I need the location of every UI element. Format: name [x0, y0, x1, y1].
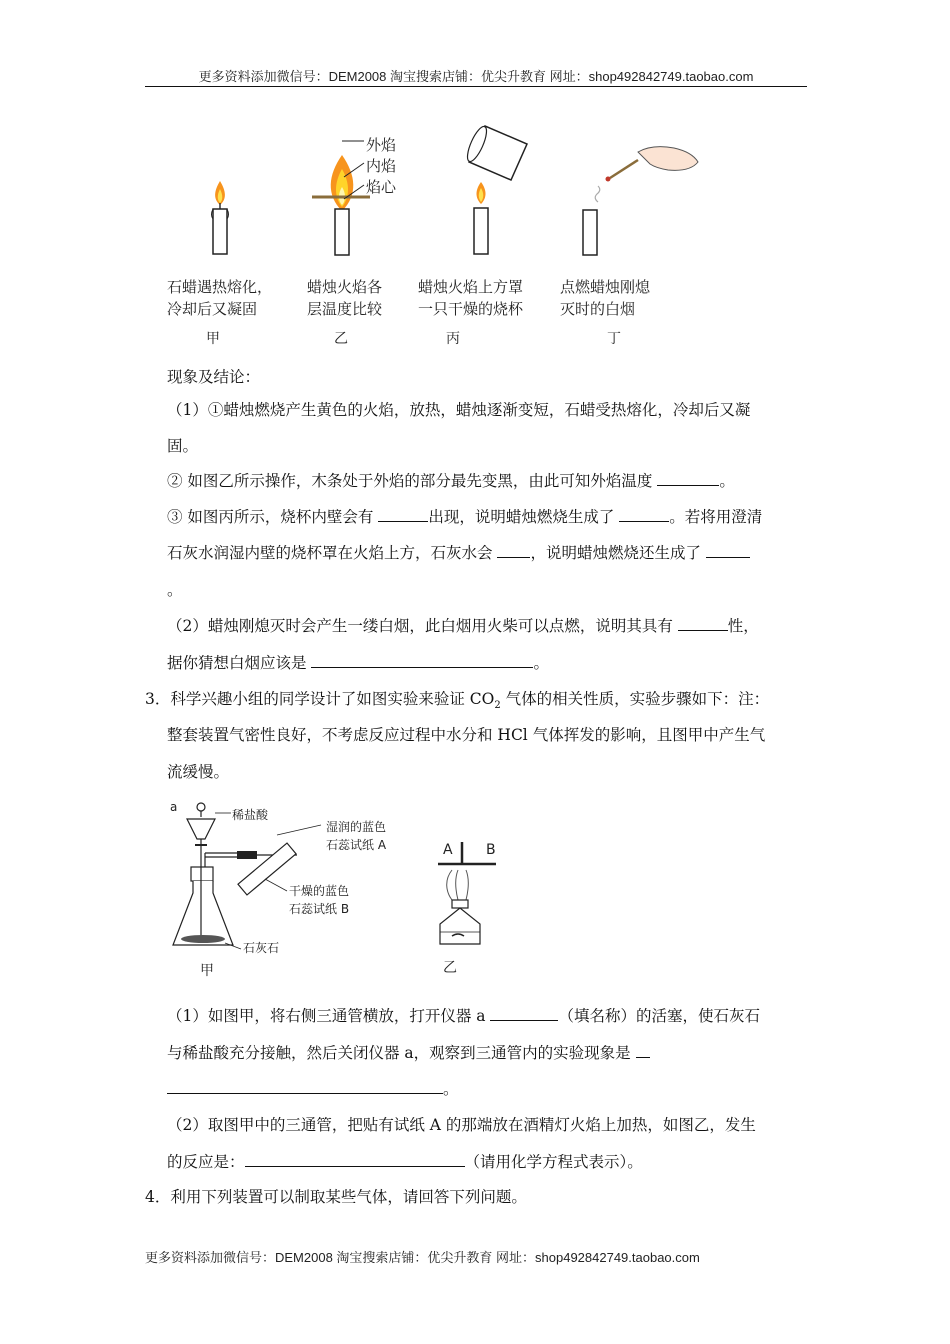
- q2-para2: [167, 469, 735, 491]
- q3-para3-end: 。: [443, 1080, 459, 1098]
- apparatus-label-yi: 乙: [443, 960, 457, 976]
- label-acid: 稀盐酸: [232, 808, 269, 822]
- q3-line1-rest: 气体的相关性质，实验步骤如下：注：: [500, 690, 770, 708]
- q3-para2: [167, 1041, 650, 1063]
- apparatus-yi-illustration: [418, 840, 508, 960]
- blank-outer-flame-temp[interactable]: [657, 470, 719, 486]
- label-paper-b-line1: 干燥的蓝色: [289, 884, 350, 898]
- blank-beaker-wall[interactable]: [378, 506, 428, 522]
- flame-label-inner: 焰心: [366, 178, 397, 196]
- q3-para1-text: （1）如图甲，将右侧三通管横放，打开仪器 a: [167, 1007, 491, 1025]
- q2-para3: [167, 505, 762, 527]
- q2-para5: 。: [167, 581, 183, 599]
- label-a: a: [170, 800, 178, 814]
- q2-para7: [167, 651, 549, 673]
- blank-combustion-product-2[interactable]: [706, 542, 750, 558]
- flame-label-outer: 外焰: [366, 136, 397, 154]
- caption-yi-line1: 蜡烛火焰各: [307, 278, 383, 296]
- caption-yi-line2: 层温度比较: [307, 300, 383, 318]
- candle-jia-illustration: [200, 175, 240, 257]
- flame-label-middle: 内焰: [366, 157, 397, 175]
- blank-limewater-change[interactable]: [497, 542, 530, 558]
- q3-para1: [167, 1004, 760, 1026]
- q2-para2-text: ② 如图乙所示操作，木条处于外焰的部分最先变黑，由此可知外焰温度: [167, 472, 658, 490]
- figure-label-jia: 甲: [206, 331, 220, 347]
- q2-para3-text3: 。若将用澄清: [669, 508, 763, 526]
- q3-line2: 整套装置气密性良好，不考虑反应过程中水分和 HCl 气体挥发的影响，且图甲中产生气: [167, 726, 766, 744]
- figure-label-yi: 乙: [334, 331, 348, 347]
- q3-para5: [167, 1150, 643, 1172]
- figure-label-ding: 丁: [607, 331, 621, 347]
- q3-line3: 流缓慢。: [167, 763, 230, 781]
- q3-para1-end: （填名称）的活塞，使石灰石: [558, 1007, 760, 1025]
- blank-tube-phenomenon-1[interactable]: [636, 1042, 650, 1058]
- q2-para4-text1: 石灰水润湿内壁的烧杯罩在火焰上方，石灰水会: [167, 544, 498, 562]
- caption-ding-line2: 灭时的白烟: [560, 300, 636, 318]
- q2-para1-line2: 固。: [167, 437, 199, 455]
- q2-heading: 现象及结论：: [167, 368, 261, 386]
- caption-yi: [307, 276, 382, 320]
- q2-para1-line1: （1）①蜡烛燃烧产生黄色的火焰，放热，蜡烛逐渐变短，石蜡受热熔化，冷却后又凝: [167, 401, 751, 419]
- blank-combustion-product-1[interactable]: [619, 506, 669, 522]
- q2-para4: [167, 541, 750, 563]
- caption-jia-line1: 石蜡遇热熔化，: [167, 278, 273, 296]
- q2-para4-text2: ，说明蜡烛燃烧还生成了: [530, 544, 706, 562]
- label-paper-b-line2: 石蕊试纸 B: [289, 902, 350, 916]
- label-paper-a-line1: 湿润的蓝色: [326, 820, 387, 834]
- blank-tube-phenomenon-2[interactable]: [167, 1078, 443, 1094]
- q2-para7-text: 据你猜想白烟应该是: [167, 654, 312, 672]
- caption-jia: [167, 276, 272, 320]
- blank-smoke-guess[interactable]: [311, 652, 533, 668]
- q3-para5-end: （请用化学方程式表示）。: [464, 1153, 643, 1171]
- q2-para2-end: 。: [719, 472, 735, 490]
- q3-para3: [167, 1077, 459, 1099]
- caption-ding-line1: 点燃蜡烛刚熄: [560, 278, 651, 296]
- candle-bing-illustration: [455, 122, 535, 257]
- q4-line1: 4．利用下列装置可以制取某些气体，请回答下列问题。: [145, 1188, 527, 1206]
- blank-instrument-name[interactable]: [490, 1005, 558, 1021]
- q3-line1-text: 3．科学兴趣小组的同学设计了如图实验来验证 CO: [145, 690, 495, 708]
- q2-para3-text2: 出现，说明蜡烛燃烧生成了: [428, 508, 620, 526]
- q3-para2-text: 与稀盐酸充分接触，然后关闭仪器 a，观察到三通管内的实验现象是: [167, 1044, 636, 1062]
- q2-para3-text1: ③ 如图丙所示，烧杯内壁会有: [167, 508, 379, 526]
- label-tube-a: A: [443, 842, 453, 858]
- figure-label-bing: 丙: [446, 331, 460, 347]
- q3-co2-subscript: 2: [494, 700, 501, 712]
- candle-ding-illustration: [570, 140, 705, 257]
- label-limestone: 石灰石: [243, 941, 280, 955]
- page-header: 更多资料添加微信号：DEM2008 淘宝搜索店铺：优尖升教育 网址：shop492842749.taobao.com: [198, 69, 754, 84]
- q3-para5-text: 的反应是：: [167, 1153, 245, 1171]
- q2-para6: [167, 614, 759, 636]
- blank-chemical-equation[interactable]: [245, 1151, 465, 1167]
- label-tube-b: B: [486, 842, 496, 858]
- caption-jia-line2: 冷却后又凝固: [167, 300, 258, 318]
- q3-line1: [145, 687, 769, 711]
- header-rule: [145, 86, 807, 87]
- apparatus-label-jia: 甲: [200, 963, 214, 979]
- caption-bing-line1: 蜡烛火焰上方罩: [418, 278, 524, 296]
- q2-para6-end: 性，: [727, 617, 759, 635]
- caption-bing-line2: 一只干燥的烧杯: [418, 300, 524, 318]
- caption-bing: [418, 276, 523, 320]
- label-paper-a-line2: 石蕊试纸 A: [326, 838, 387, 852]
- page-footer: 更多资料添加微信号：DEM2008 淘宝搜索店铺：优尖升教育 网址：shop492842749.taobao.com: [145, 1250, 700, 1265]
- q2-para6-text: （2）蜡烛刚熄灭时会产生一缕白烟，此白烟用火柴可以点燃，说明其具有: [167, 617, 678, 635]
- q3-para4: （2）取图甲中的三通管，把贴有试纸 A 的那端放在酒精灯火焰上加热，如图乙，发生: [167, 1116, 756, 1134]
- q2-para7-end: 。: [533, 654, 549, 672]
- blank-smoke-property[interactable]: [678, 615, 728, 631]
- caption-ding: [560, 276, 650, 320]
